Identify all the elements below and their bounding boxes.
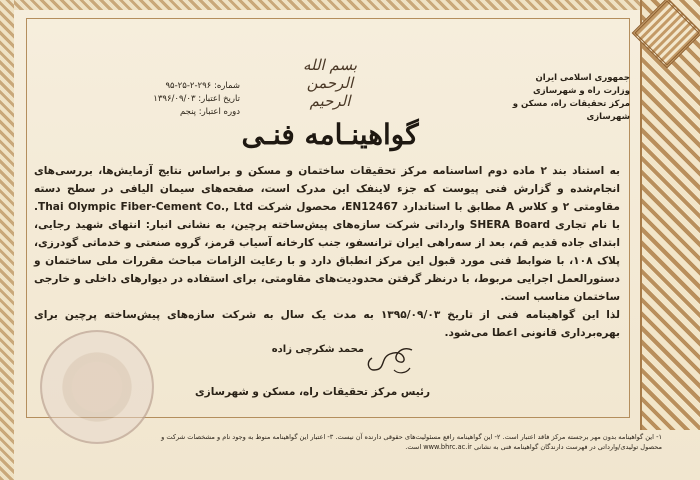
- certificate-meta: [80, 80, 240, 119]
- footnote: [22, 432, 662, 452]
- ornamental-border-right: [640, 0, 700, 430]
- page-title: گواهینـامه فنـی: [241, 118, 419, 151]
- issuer-line-1: جمهوری اسلامی ایران: [535, 73, 630, 83]
- certificate-body: [34, 162, 620, 342]
- footnote-line-1: ۱- این گواهینامه بدون مهر برجسته مرکز فاقد اعتبار است. ۲- این گواهینامه رافع مسئولیت‌های حقوقی دارنده آن نیست. ۳- اعتبار این گواهینامه منوط به وجود نام و مشخصات شرکت و: [161, 433, 662, 441]
- footnote-line-2: محصول تولیدی/وارداتی در فهرست دارندگان گواهینامه فنی به نشانی www.bhrc.ac.ir است.: [405, 443, 662, 451]
- issuer-header: [470, 72, 630, 124]
- official-seal-icon: [40, 330, 154, 444]
- corner-emblem-icon: [632, 0, 700, 68]
- body-paragraph-2: لذا این گواهینامه فنی از تاریخ ۱۳۹۵/۰۹/۰۳ به مدت یک سال به شرکت سازه‌های پیش‌ساخته پرچین برای بهره‌برداری قانونی اعطا می‌شود.: [34, 309, 620, 339]
- validity-date: تاریخ اعتبار: ۱۳۹۶/۰۹/۰۳: [153, 94, 240, 104]
- ornamental-border-top: [0, 0, 700, 10]
- ornamental-border-left: [0, 0, 14, 480]
- signatory-name: محمد شکرچی زاده: [271, 344, 364, 355]
- certificate-number: شماره: ۲۹۶-۲-۲۵-۹۵: [165, 81, 240, 91]
- issuer-line-2: وزارت راه و شهرسازی: [532, 86, 630, 96]
- signatory-title: رئیس مرکز تحقیقات راه، مسکن و شهرسازی: [195, 386, 430, 398]
- validity-period: دوره اعتبار: پنجم: [179, 107, 240, 117]
- signature-icon: [360, 340, 420, 380]
- body-paragraph-1: به استناد بند ۲ ماده دوم اساسنامه مرکز تحقیقات ساختمان و مسکن و براساس نتایج آزمایش‌ها، بررسی‌های انجام‌شده و گزارش فنی پیوست که جزء لاینفک این مدرک است، صفحه‌های سیمان الیافی در سطح دسته مقاومتی ۲ و کلاس A مطابق با استاندارد EN12467، محصول شرکت Thai Olympic Fiber-Cement Co., Ltd. با نام تجاری SHERA Board وارداتی شرکت سازه‌های پیش‌ساخته پرچین، به نشانی انبار: انتهای شهید رجایی، ابتدای جاده قدیم قم، بعد از سه‌راهی ایران ترانسفو، جنب کارخانه آسیاب قرمز، گروه صنعتی و خدماتی گودرزی، پلاک ۱۰۸، با ضوابط فنی مورد قبول این مرکز انطباق دارد و با رعایت الزامات مباحث مقررات ملی ساختمان و دستورالعمل اجرایی مربوط، با درنظر گرفتن محدودیت‌های مقاومتی، برای استفاده در دیوارهای داخلی و خارجی ساختمان مناسب است.: [34, 165, 621, 303]
- issuer-line-3: مرکز تحقیقات راه، مسکن و شهرسازی: [512, 99, 630, 122]
- bismillah-calligraphy: بسم الله الرحمن الرحیم: [302, 56, 358, 110]
